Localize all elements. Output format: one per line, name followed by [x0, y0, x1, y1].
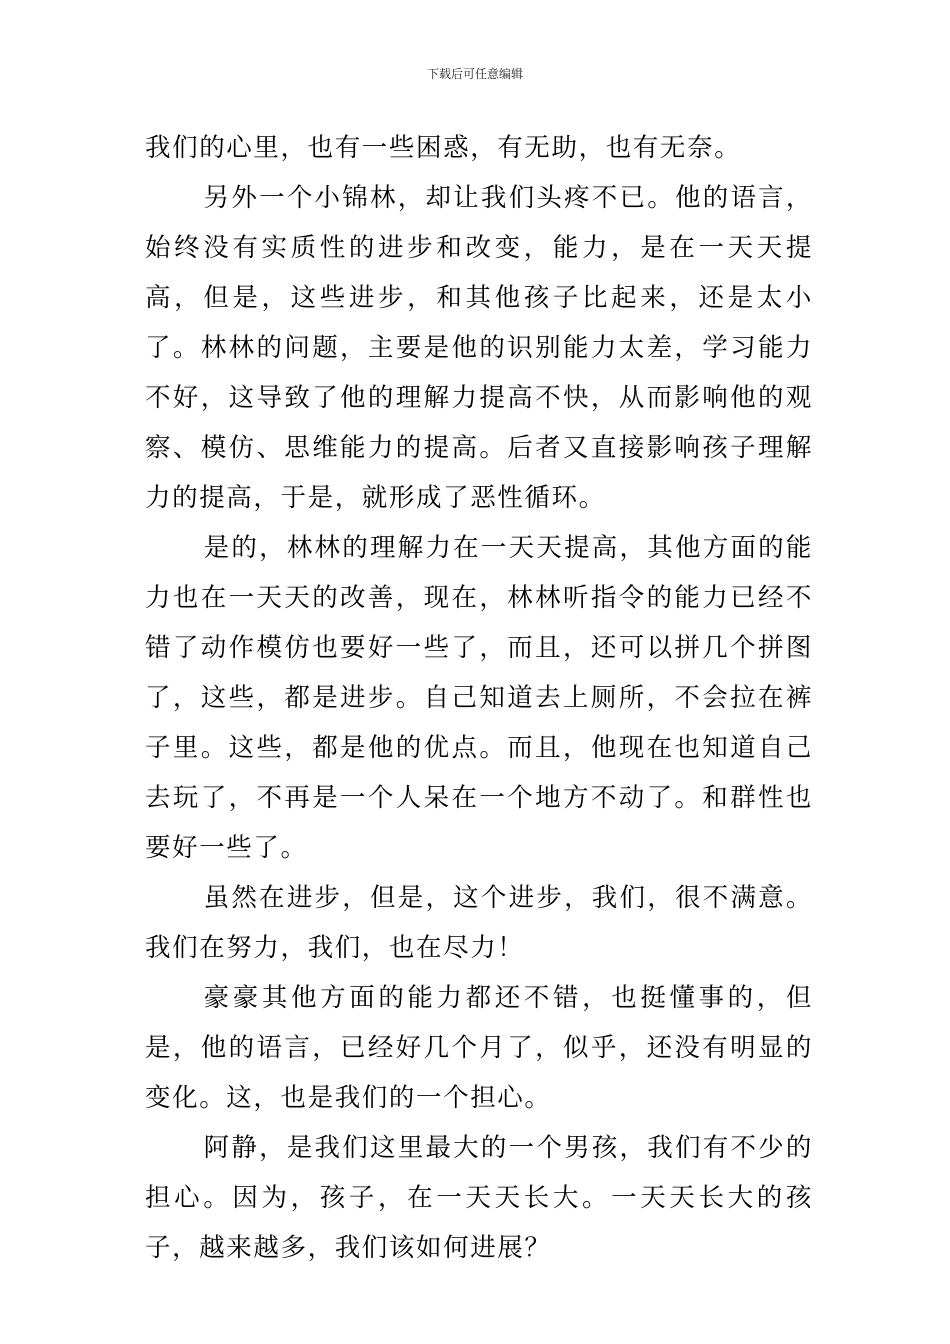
- paragraph-6: 阿静，是我们这里最大的一个男孩，我们有不少的担心。因为，孩子，在一天天长大。一天天长大的孩子，越来越多，我们该如何进展？: [145, 1133, 813, 1263]
- paragraph-5: 豪豪其他方面的能力都还不错，也挺懂事的，但是，他的语言，已经好几个月了，似乎，还没有明显的变化。这，也是我们的一个担心。: [145, 983, 813, 1113]
- page-header-note: 下载后可任意编辑: [426, 67, 523, 81]
- paragraph-3: 是的，林林的理解力在一天天提高，其他方面的能力也在一天天的改善，现在，林林听指令的能力已经不错了动作模仿也要好一些了，而且，还可以拼几个拼图了，这些，都是进步。自己知道去上厕所，不会拉在裤子里。这些，都是他的优点。而且，他现在也知道自己去玩了，不再是一个人呆在一个地方不动了。和群性也要好一些了。: [145, 533, 813, 863]
- paragraph-2: 另外一个小锦林，却让我们头疼不已。他的语言，始终没有实质性的进步和改变，能力，是在一天天提高，但是，这些进步，和其他孩子比起来，还是太小了。林林的问题，主要是他的识别能力太差，学习能力不好，这导致了他的理解力提高不快，从而影响他的观察、模仿、思维能力的提高。后者又直接影响孩子理解力的提高，于是，就形成了恶性循环。: [145, 183, 813, 513]
- paragraph-4: 虽然在进步，但是，这个进步，我们，很不满意。我们在努力，我们，也在尽力！: [145, 883, 813, 963]
- document-body: [145, 123, 813, 1273]
- paragraph-1: 我们的心里，也有一些困惑，有无助，也有无奈。: [145, 133, 742, 163]
